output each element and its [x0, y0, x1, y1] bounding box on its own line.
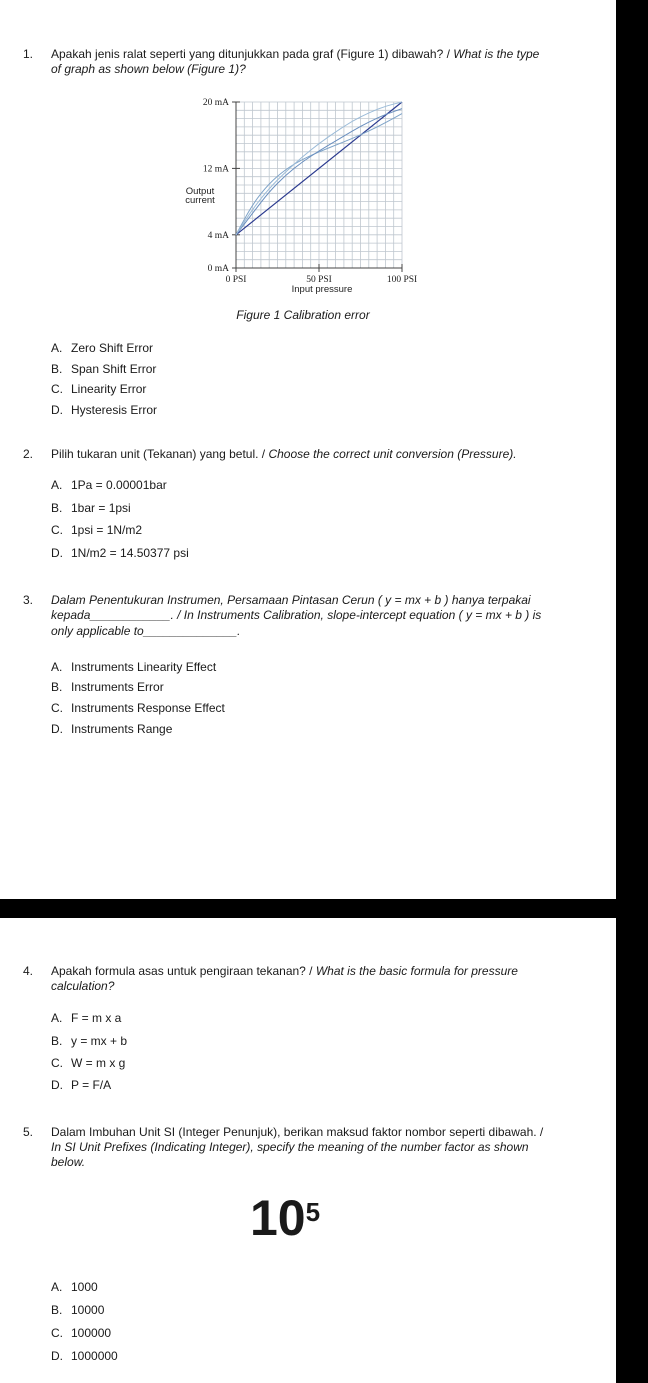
option-b[interactable]: [51, 501, 131, 515]
question-number: 5.: [23, 1125, 34, 1139]
option-text: 1000000: [71, 1349, 118, 1363]
option-text: y = mx + b: [71, 1034, 128, 1048]
question-text-english: In SI Unit Prefixes (Indicating Integer), specify the meaning of the number factor as shown: [51, 1140, 529, 1154]
question-number: 3.: [23, 593, 34, 607]
calibration-chart: [170, 92, 440, 302]
option-text: 1Pa = 0.00001bar: [71, 478, 167, 492]
y-tick-label: 20 mA: [202, 98, 229, 108]
option-d[interactable]: [51, 1078, 111, 1092]
option-a[interactable]: [51, 660, 216, 674]
power-base: 10: [250, 1190, 306, 1246]
option-letter: B.: [51, 362, 63, 376]
option-text: Instruments Linearity Effect: [71, 660, 217, 674]
question-text-english: Choose the correct unit conversion (Pressure).: [268, 447, 517, 461]
question-text-line-2: kepada____________. / In Instruments Calibration, slope-intercept equation ( y = mx + b ) is: [51, 608, 542, 622]
question-text-malay: Dalam Imbuhan Unit SI (Integer Penunjuk), berikan maksud faktor nombor seperti dibawah. /: [51, 1125, 544, 1139]
option-letter: B.: [51, 501, 63, 515]
x-tick-label: 0 PSI: [225, 275, 247, 285]
option-text: 1bar = 1psi: [71, 501, 131, 515]
option-text: 1N/m2 = 14.50377 psi: [71, 546, 189, 560]
option-text: Zero Shift Error: [71, 341, 154, 355]
y-axis-label: Output current: [185, 186, 215, 206]
right-black-margin: [616, 0, 648, 1383]
question-text-malay: Apakah jenis ralat seperti yang ditunjukkan pada graf (Figure 1) dibawah? /: [51, 47, 454, 61]
question-text-line-1: Dalam Penentukuran Instrumen, Persamaan Pintasan Cerun ( y = mx + b ) hanya terpakai: [51, 593, 531, 607]
option-b[interactable]: [51, 1303, 104, 1317]
page-divider: [0, 899, 648, 918]
option-letter: A.: [51, 341, 63, 355]
option-text: Linearity Error: [71, 382, 147, 396]
option-text: Instruments Response Effect: [71, 701, 225, 715]
option-letter: B.: [51, 680, 63, 694]
option-c[interactable]: [51, 523, 142, 537]
option-text: Span Shift Error: [71, 362, 157, 376]
option-letter: C.: [51, 1326, 63, 1340]
option-letter: A.: [51, 1280, 63, 1294]
question-text-malay: Pilih tukaran unit (Tekanan) yang betul. /: [51, 447, 269, 461]
option-b[interactable]: [51, 1034, 127, 1048]
option-letter: C.: [51, 701, 63, 715]
option-letter: A.: [51, 1011, 63, 1025]
question-text: [51, 447, 566, 462]
option-a[interactable]: [51, 341, 153, 355]
power-of-ten: [250, 1188, 320, 1256]
x-axis-label: Input pressure: [291, 284, 353, 295]
option-text: 100000: [71, 1326, 112, 1340]
option-d[interactable]: [51, 1349, 118, 1363]
option-text: 10000: [71, 1303, 105, 1317]
option-d[interactable]: [51, 722, 172, 736]
option-text: Hysteresis Error: [71, 403, 158, 417]
option-c[interactable]: [51, 1326, 111, 1340]
option-b[interactable]: [51, 680, 164, 694]
question-text-malay: Apakah formula asas untuk pengiraan tekanan? /: [51, 964, 316, 978]
question-text-english-cont: of graph as shown below (Figure 1)?: [51, 62, 246, 76]
option-text: Instruments Range: [71, 722, 173, 736]
option-letter: A.: [51, 478, 63, 492]
option-letter: C.: [51, 523, 63, 537]
x-tick-label: 50 PSI: [306, 275, 332, 285]
question-text: [51, 47, 566, 77]
question-number: 4.: [23, 964, 34, 978]
option-c[interactable]: [51, 701, 225, 715]
option-text: 1000: [71, 1280, 98, 1294]
question-number: 1.: [23, 47, 34, 61]
question-text-english-cont: calculation?: [51, 979, 115, 993]
option-a[interactable]: [51, 1280, 98, 1294]
option-c[interactable]: [51, 382, 146, 396]
option-letter: A.: [51, 660, 63, 674]
question-text-line-3: only applicable to______________.: [51, 624, 241, 638]
option-letter: D.: [51, 546, 63, 560]
power-exponent: 5: [305, 1197, 321, 1227]
option-text: W = m x g: [71, 1056, 126, 1070]
option-letter: D.: [51, 722, 63, 736]
y-tick-label: 12 mA: [202, 164, 229, 175]
option-text: P = F/A: [71, 1078, 112, 1092]
option-letter: C.: [51, 382, 63, 396]
figure-caption: Figure 1 Calibration error: [236, 308, 370, 322]
question-text-english: What is the type: [453, 47, 540, 61]
option-d[interactable]: [51, 403, 157, 417]
question-text: [51, 964, 566, 994]
option-text: F = m x a: [71, 1011, 122, 1025]
y-tick-label: 4 mA: [207, 230, 229, 241]
option-text: 1psi = 1N/m2: [71, 523, 143, 537]
option-a[interactable]: [51, 478, 167, 492]
question-number: 2.: [23, 447, 34, 461]
option-a[interactable]: [51, 1011, 121, 1025]
option-letter: D.: [51, 1349, 63, 1363]
option-letter: D.: [51, 403, 63, 417]
option-letter: D.: [51, 1078, 63, 1092]
option-letter: C.: [51, 1056, 63, 1070]
option-c[interactable]: [51, 1056, 125, 1070]
chart-labels: [185, 98, 417, 295]
option-text: Instruments Error: [71, 680, 164, 694]
question-text-english-cont: below.: [51, 1155, 86, 1169]
option-letter: B.: [51, 1034, 63, 1048]
option-b[interactable]: [51, 362, 156, 376]
question-text: [51, 1125, 581, 1170]
option-d[interactable]: [51, 546, 189, 560]
x-tick-label: 100 PSI: [386, 275, 418, 285]
option-letter: B.: [51, 1303, 63, 1317]
question-text-english: What is the basic formula for pressure: [315, 964, 518, 978]
y-tick-label: 0 mA: [207, 264, 229, 274]
